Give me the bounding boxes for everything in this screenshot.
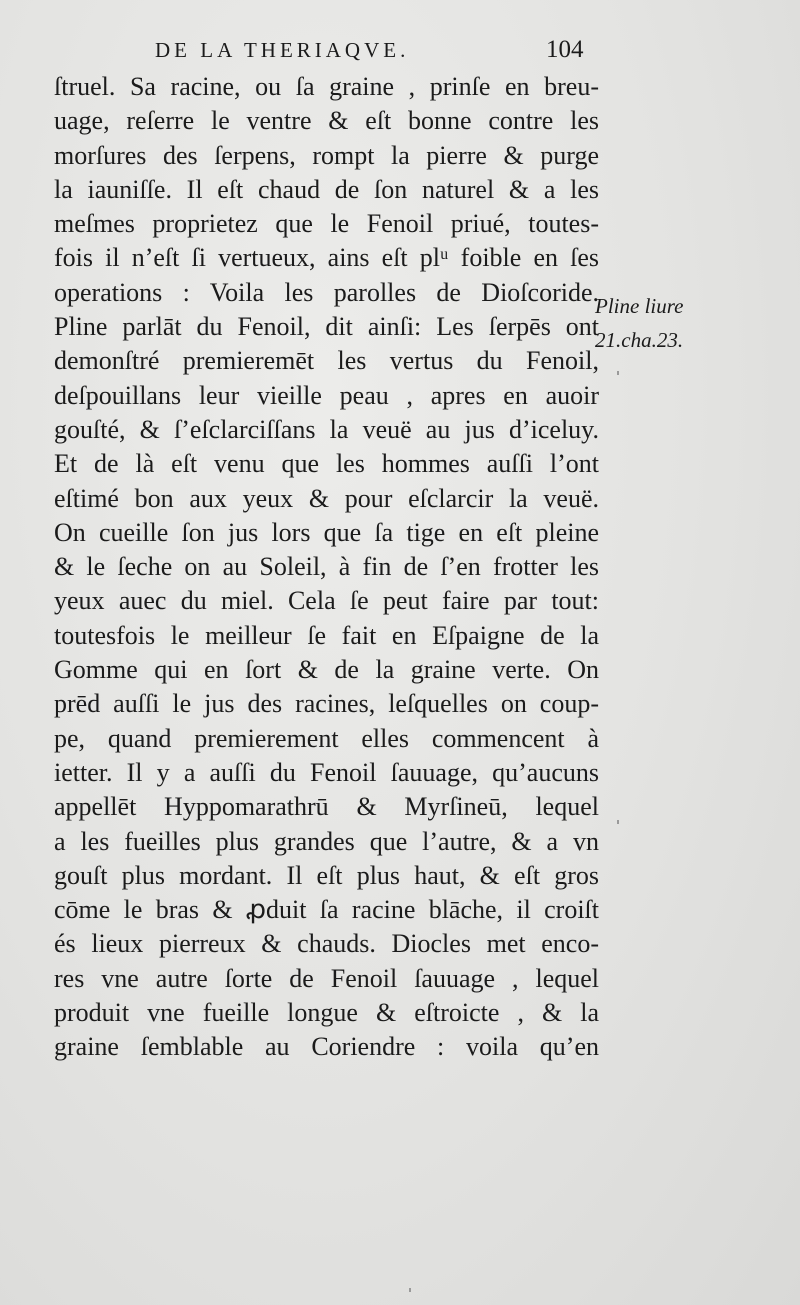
text-line: eſtimé bon aux yeux & pour eſclarcir la veuë. — [54, 483, 599, 513]
body-text — [54, 70, 599, 1065]
text-line: yeux auec du miel. Cela ſe peut faire par tout: — [54, 586, 599, 616]
text-line: és lieux pierreux & chauds. Diocles met enco- — [54, 929, 599, 959]
text-line: appellēt Hyppomarathrū & Myrſineū, lequel — [54, 792, 599, 822]
text-line: deſpouillans leur vieille peau , apres en auoir — [54, 380, 599, 410]
text-line: On cueille ſon jus lors que ſa tige en eſt pleine — [54, 517, 599, 547]
text-line: demonſtré premieremēt les vertus du Fenoil, — [54, 346, 599, 376]
text-line: fois il n’eſt ſi vertueux, ains eſt plᵘ foible en ſes — [54, 243, 599, 273]
text-line: uage, reſerre le ventre & eſt bonne contre les — [54, 106, 599, 136]
text-line: la iauniſſe. Il eſt chaud de ſon naturel & a les — [54, 174, 599, 204]
text-line: Gomme qui en ſort & de la graine verte. On — [54, 655, 599, 685]
text-line: gouſt plus mordant. Il eſt plus haut, & eſt gros — [54, 860, 599, 890]
page-number: 104 — [546, 36, 584, 63]
text-line: graine ſemblable au Coriendre : voila qu’en — [54, 1032, 599, 1062]
text-line: cōme le bras & ꝓduit ſa racine blāche, il croiſt — [54, 895, 599, 925]
margin-note-line: Pline liure — [595, 294, 684, 318]
text-line: a les fueilles plus grandes que l’autre, & a vn — [54, 826, 599, 856]
text-line: meſmes proprietez que le Fenoil priué, toutes- — [54, 209, 599, 239]
text-line: prēd auſſi le jus des racines, leſquelles on coup- — [54, 689, 599, 719]
margin-note — [595, 289, 683, 357]
text-line: Pline parlāt du Fenoil, dit ainſi: Les ſerpēs ont — [54, 312, 599, 342]
text-line: & le ſeche on au Soleil, à fin de ſ’en frotter les — [54, 552, 599, 582]
margin-note-line: 21.cha.23. — [595, 328, 684, 352]
text-line: ietter. Il y a auſſi du Fenoil ſauuage, qu’aucuns — [54, 757, 599, 787]
text-line: Et de là eſt venu que les hommes auſſi l’ont — [54, 449, 599, 479]
ink-speck — [409, 1288, 411, 1292]
text-line: operations : Voila les parolles de Dioſcoride. — [54, 277, 599, 307]
text-line: morſures des ſerpens, rompt la pierre & purge — [54, 140, 599, 170]
ink-speck — [617, 371, 619, 375]
text-line: toutesfois le meilleur ſe fait en Eſpaigne de la — [54, 620, 599, 650]
text-line: ſtruel. Sa racine, ou ſa graine , prinſe en breu- — [54, 72, 599, 101]
text-line: pe, quand premierement elles commencent à — [54, 723, 599, 753]
text-line: gouſté, & ſ’eſclarciſſans la veuë au jus d’iceluy. — [54, 414, 599, 444]
ink-speck — [617, 820, 619, 824]
text-line: res vne autre ſorte de Fenoil ſauuage , lequel — [54, 963, 599, 993]
running-head: DE LA THERIAQVE. — [155, 38, 410, 62]
text-line: produit vne fueille longue & eſtroicte , & la — [54, 998, 599, 1028]
